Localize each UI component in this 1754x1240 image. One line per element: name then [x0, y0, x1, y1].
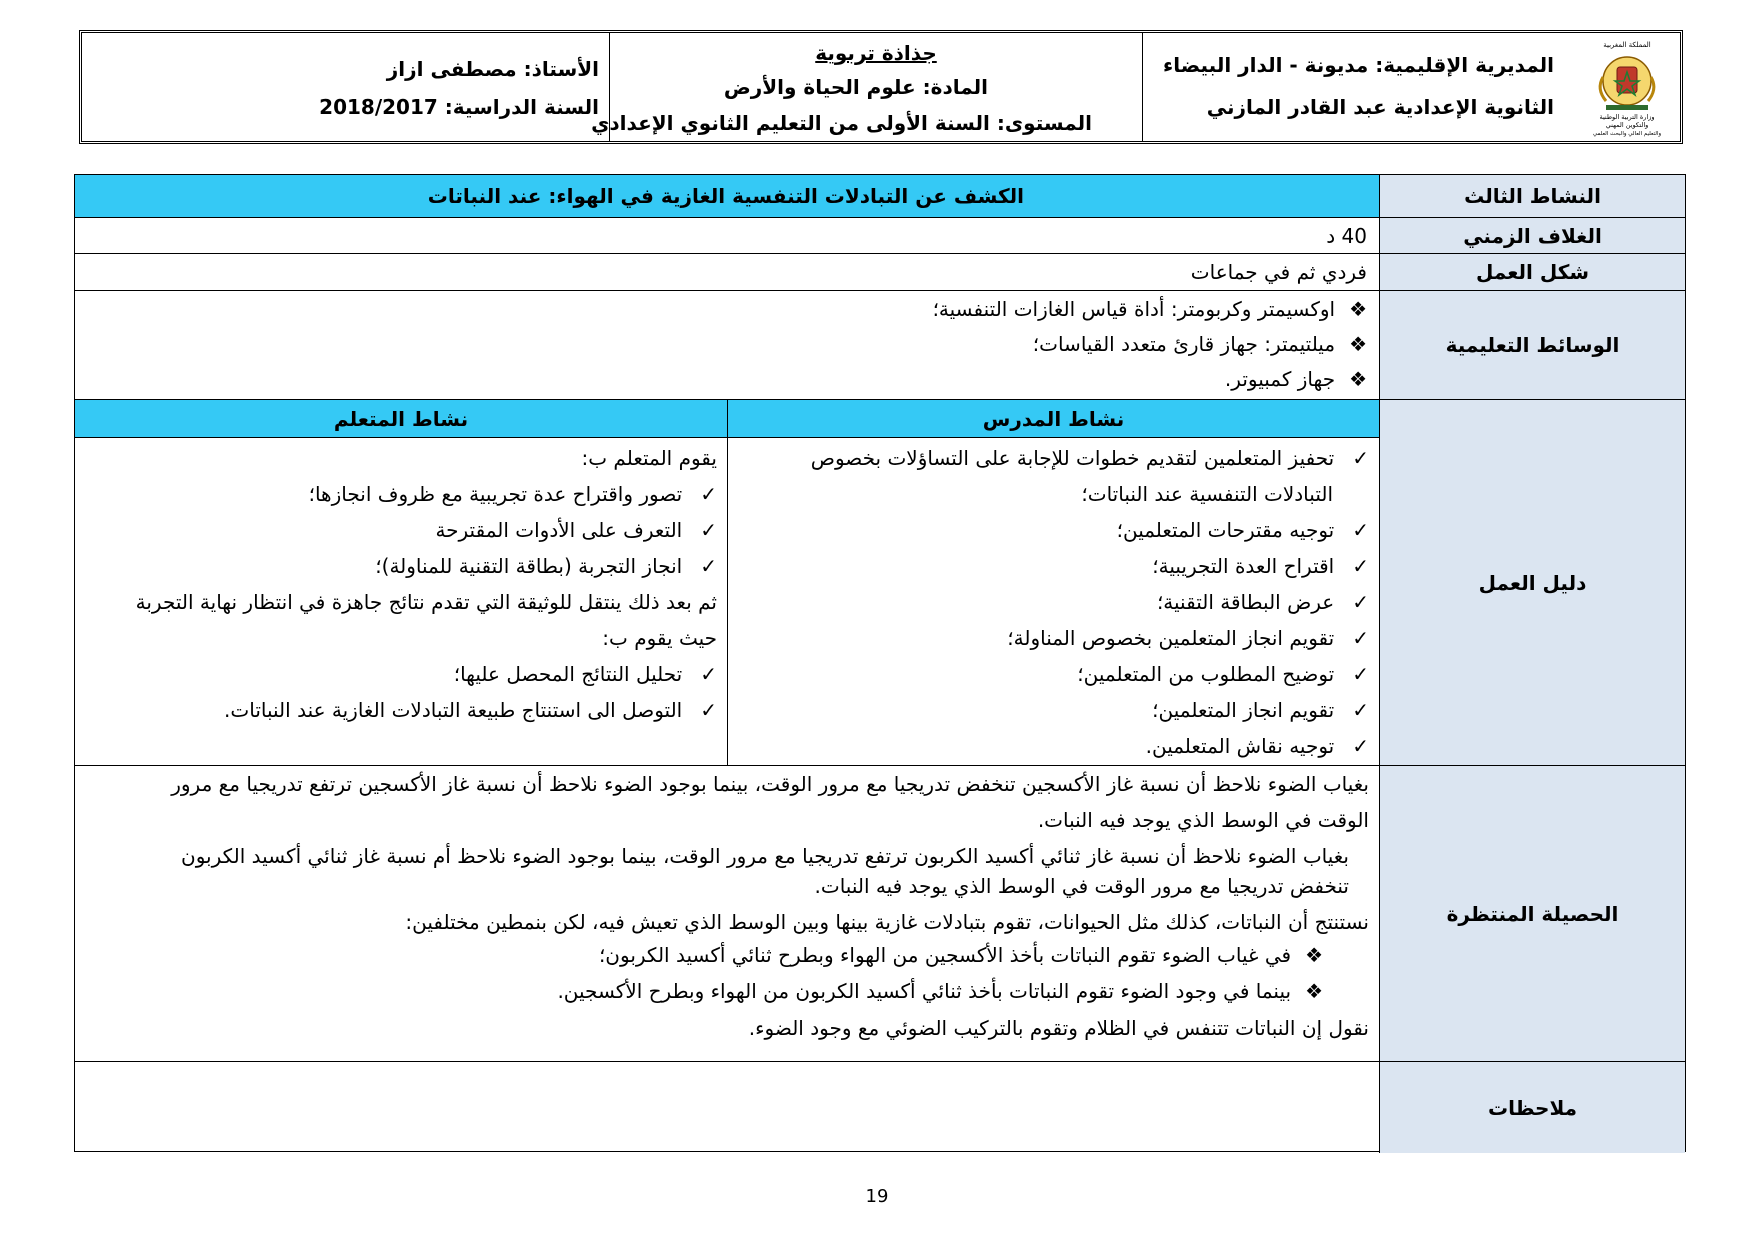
teacher-text: تقويم انجاز المتعلمين؛	[1152, 698, 1335, 722]
learner-transition-2: حيث يقوم ب:	[602, 626, 717, 650]
learner-item	[454, 664, 717, 684]
teacher-item	[811, 448, 1369, 468]
notes-cell	[75, 1062, 1379, 1153]
work-form-cell	[75, 254, 1379, 290]
diamond-bullet-icon: ❖	[1349, 332, 1367, 356]
learner-item	[224, 700, 717, 720]
moroccan-emblem-icon	[1584, 37, 1670, 139]
outcome-line: الوقت في الوسط الذي يوجد فيه النبات.	[1037, 808, 1369, 832]
lesson-plan-table	[74, 174, 1686, 1152]
teacher-item	[1077, 664, 1369, 684]
check-icon: ✓	[700, 518, 717, 542]
notes-label: ملاحظات	[1379, 1062, 1685, 1153]
work-form-row	[75, 254, 1685, 291]
outcome-bullet-item	[557, 981, 1323, 1001]
resource-item	[1225, 369, 1367, 389]
activity-title-cell	[75, 175, 1379, 217]
check-icon: ✓	[1352, 554, 1369, 578]
resource-text: جهاز كمبيوتر.	[1224, 367, 1336, 391]
diamond-bullet-icon: ❖	[1305, 943, 1323, 967]
check-icon: ✓	[700, 698, 717, 722]
resource-text: اوكسيمتر وكربومتر: أداة قياس الغازات التنفسية؛	[932, 297, 1336, 321]
outcome-line: بغياب الضوء نلاحظ أن نسبة غاز الأكسجين تنخفض تدريجيا مع مرور الوقت، بينما بوجود الضوء نلاحظ أن نسبة غاز الأكسجين ترتفع تدريجيا مع مرور	[171, 772, 1369, 796]
diamond-bullet-icon: ❖	[1349, 297, 1367, 321]
teacher-text: توجيه مقترحات المتعلمين؛	[1116, 518, 1335, 542]
teacher-item	[1146, 736, 1369, 756]
guide-label: دليل العمل	[1379, 400, 1685, 765]
check-icon: ✓	[1352, 590, 1369, 614]
emblem-title: المملكة المغربية	[1603, 41, 1651, 49]
emblem-line-1: وزارة التربية الوطنية	[1599, 113, 1655, 121]
duration-cell	[75, 218, 1379, 253]
teacher-item	[1152, 556, 1369, 576]
check-icon: ✓	[700, 482, 717, 506]
outcome-line: نستنتج أن النباتات، كذلك مثل الحيوانات، تقوم بتبادلات غازية بينها وبين الوسط الذي تعيش فيه، لكن بنمطين مختلفين:	[405, 910, 1369, 934]
outcome-line: تنخفض تدريجيا مع مرور الوقت في الوسط الذي يوجد فيه النبات.	[814, 874, 1349, 898]
resources-label: الوسائط التعليمية	[1379, 291, 1685, 399]
header-table	[79, 30, 1683, 144]
learner-item	[375, 556, 717, 576]
learner-transition: ثم بعد ذلك ينتقل للوثيقة التي تقدم نتائج جاهزة في انتظار نهاية التجربة	[135, 590, 717, 614]
header-subject-cell	[591, 33, 1142, 141]
learner-text: تحليل النتائج المحصل عليها؛	[453, 662, 683, 686]
outcome-row	[75, 766, 1685, 1062]
diamond-bullet-icon: ❖	[1305, 979, 1323, 1003]
duration-label: الغلاف الزمني	[1379, 218, 1685, 253]
check-icon: ✓	[1352, 734, 1369, 758]
teacher-activity-header: نشاط المدرس	[728, 400, 1379, 438]
teacher-item	[1152, 700, 1369, 720]
teacher-item	[1007, 628, 1369, 648]
check-icon: ✓	[1352, 626, 1369, 650]
check-icon: ✓	[1352, 446, 1369, 470]
activity-row	[75, 175, 1685, 218]
directorate-text: المديرية الإقليمية: مديونة - الدار البيضاء	[1163, 53, 1554, 77]
emblem-line-3: والتعليم العالي والبحث العلمي	[1592, 131, 1662, 137]
outcome-label: الحصيلة المنتظرة	[1379, 766, 1685, 1061]
learner-item	[309, 484, 717, 504]
check-icon: ✓	[700, 662, 717, 686]
teacher-text: توجيه نقاش المتعلمين.	[1145, 734, 1335, 758]
teacher-text: تحفيز المتعلمين لتقديم خطوات للإجابة على التساؤلات بخصوص	[810, 446, 1335, 470]
teacher-text: توضيح المطلوب من المتعلمين؛	[1077, 662, 1335, 686]
outcome-bullet-text: في غياب الضوء تقوم النباتات بأخذ الأكسجين من الهواء وبطرح ثنائي أكسيد الكربون؛	[598, 943, 1292, 967]
check-icon: ✓	[1352, 518, 1369, 542]
doc-type-title: جذاذة تربوية	[815, 41, 937, 65]
check-icon: ✓	[700, 554, 717, 578]
outcome-cell	[75, 766, 1379, 1061]
check-icon: ✓	[1352, 662, 1369, 686]
duration-row	[75, 218, 1685, 254]
learner-text: التعرف على الأدوات المقترحة	[435, 518, 683, 542]
header-teacher-cell	[82, 33, 609, 141]
column-separator	[727, 400, 728, 765]
notes-row	[75, 1062, 1685, 1153]
work-form-label: شكل العمل	[1379, 254, 1685, 290]
learner-text: انجاز التجربة (بطاقة التقنية للمناولة)؛	[375, 554, 683, 578]
page-number: 19	[865, 1186, 889, 1207]
subject-text: المادة: علوم الحياة والأرض	[723, 75, 988, 99]
outcome-conclusion: نقول إن النباتات تتنفس في الظلام وتقوم بالتركيب الضوئي مع وجود الضوء.	[748, 1016, 1369, 1040]
outcome-line: بغياب الضوء نلاحظ أن نسبة غاز ثنائي أكسيد الكربون ترتفع تدريجيا مع مرور الوقت، بينما بوجود الضوء نلاحظ أم نسبة غاز ثنائي أكسيد الكربون	[181, 844, 1349, 868]
check-icon: ✓	[1352, 698, 1369, 722]
header-institution-cell	[1142, 33, 1680, 141]
teacher-text: اقتراح العدة التجريبية؛	[1152, 554, 1335, 578]
learner-text: التوصل الى استنتاج طبيعة التبادلات الغازية عند النباتات.	[224, 698, 683, 722]
teacher-text: عرض البطاقة التقنية؛	[1156, 590, 1335, 614]
learner-intro: يقوم المتعلم ب:	[581, 446, 717, 470]
activity-title: الكشف عن التبادلات التنفسية الغازية في الهواء: عند النباتات	[427, 184, 1024, 208]
resources-cell	[75, 291, 1379, 399]
resources-row	[75, 291, 1685, 400]
teacher-text: تقويم انجاز المتعلمين بخصوص المناولة؛	[1007, 626, 1335, 650]
emblem-line-2: والتكوين المهني	[1605, 121, 1649, 129]
diamond-bullet-icon: ❖	[1349, 367, 1367, 391]
learner-text: تصور واقتراح عدة تجريبية مع ظروف انجازها؛	[308, 482, 683, 506]
activity-label: النشاط الثالث	[1379, 175, 1685, 217]
resource-item	[1033, 334, 1367, 354]
duration-value: 40 د	[1326, 224, 1367, 248]
teacher-name-text: الأستاذ: مصطفى ازاز	[386, 57, 599, 81]
learner-activity-header: نشاط المتعلم	[75, 400, 727, 438]
level-text: المستوى: السنة الأولى من التعليم الثانوي الإعدادي	[591, 111, 1092, 135]
resource-text: ميلتيمتر: جهاز قارئ متعدد القياسات؛	[1032, 332, 1336, 356]
outcome-bullet-text: بينما في وجود الضوء تقوم النباتات بأخذ ثنائي أكسيد الكربون من الهواء وبطرح الأكسجين.	[557, 979, 1292, 1003]
guide-row	[75, 400, 1685, 766]
work-form-value: فردي ثم في جماعات	[1190, 260, 1367, 284]
school-year-text: السنة الدراسية: 2018/2017	[319, 95, 599, 119]
guide-cell	[75, 400, 1379, 765]
teacher-item	[1117, 520, 1369, 540]
school-name-text: الثانوية الإعدادية عبد القادر المازني	[1206, 95, 1554, 119]
learner-item	[435, 520, 717, 540]
resource-item	[933, 299, 1367, 319]
outcome-bullet-item	[599, 945, 1323, 965]
teacher-item	[1157, 592, 1369, 612]
teacher-item-continuation: التبادلات التنفسية عند النباتات؛	[1081, 482, 1333, 506]
